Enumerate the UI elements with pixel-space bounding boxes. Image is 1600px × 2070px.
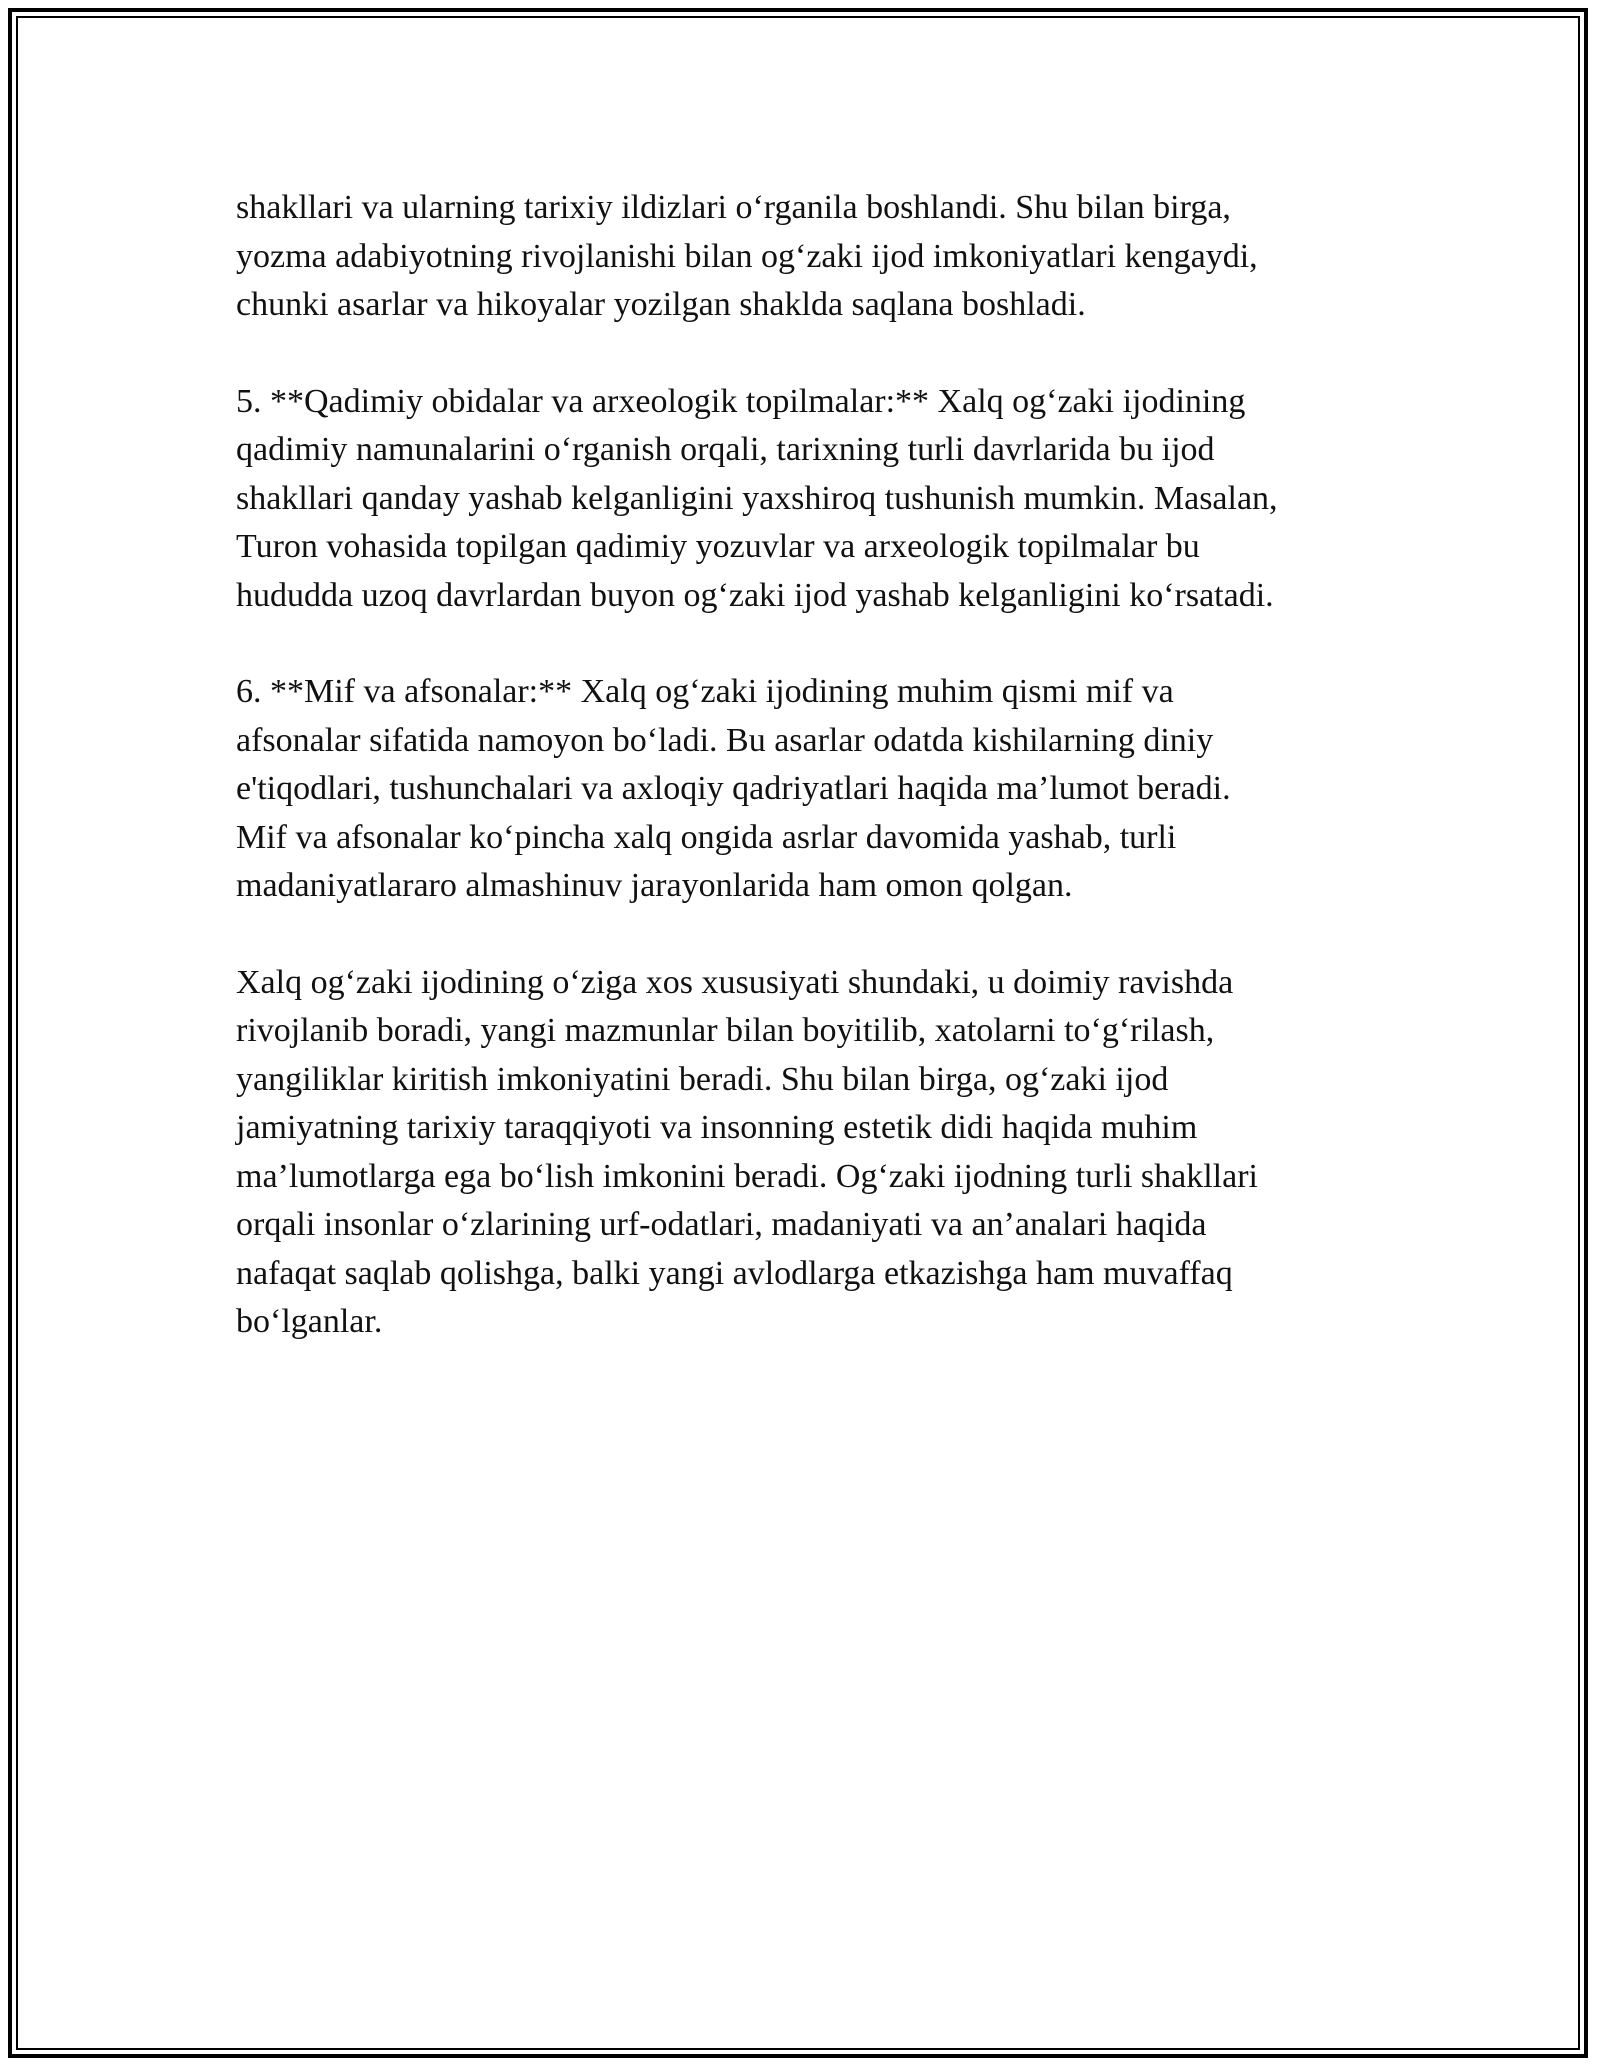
document-body bbox=[236, 184, 1366, 1395]
paragraph-item-5: 5. **Qadimiy obidalar va arxeologik topilmalar:** Xalq og‘zaki ijodining qadimiy namunalarini o‘rganish orqali, tarixning turli davrlarida bu ijod shakllari qanday yashab kelganligini yaxshiroq tushunish mumkin. Masalan, Turon vohasida topilgan qadimiy yozuvlar va arxeologik topilmalar bu hududda uzoq davrlardan buyon og‘zaki ijod yashab kelganligini ko‘rsatadi. bbox=[236, 382, 1278, 614]
paragraph-conclusion: Xalq og‘zaki ijodining o‘ziga xos xususiyati shundaki, u doimiy ravishda rivojlanib boradi, yangi mazmunlar bilan boyitilib, xatolarni to‘g‘rilash, yangiliklar kiritish imkoniyatini beradi. Shu bilan birga, og‘zaki ijod jamiyatning tarixiy taraqqiyoti va insonning estetik didi haqida muhim ma’lumotlarga ega bo‘lish imkonini beradi. Og‘zaki ijodning turli shakllari orqali insonlar o‘zlarining urf-odatlari, madaniyati va an’analari haqida nafaqat saqlab qolishga, balki yangi avlodlarga etkazishga ham muvaffaq bo‘lganlar. bbox=[236, 963, 1258, 1340]
paragraph-item-6: 6. **Mif va afsonalar:** Xalq og‘zaki ijodining muhim qismi mif va afsonalar sifatida namoyon bo‘ladi. Bu asarlar odatda kishilarning diniy e'tiqodlari, tushunchalari va axloqiy qadriyatlari haqida ma’lumot beradi. Mif va afsonalar ko‘pincha xalq ongida asrlar davomida yashab, turli madaniyatlararo almashinuv jarayonlarida ham omon qolgan. bbox=[236, 673, 1231, 904]
paragraph-continuation: shakllari va ularning tarixiy ildizlari o‘rganila boshlandi. Shu bilan birga, yozma adabiyotning rivojlanishi bilan og‘zaki ijod imkoniyatlari kengaydi, chunki asarlar va hikoyalar yozilgan shaklda saqlana boshladi. bbox=[236, 189, 1258, 323]
